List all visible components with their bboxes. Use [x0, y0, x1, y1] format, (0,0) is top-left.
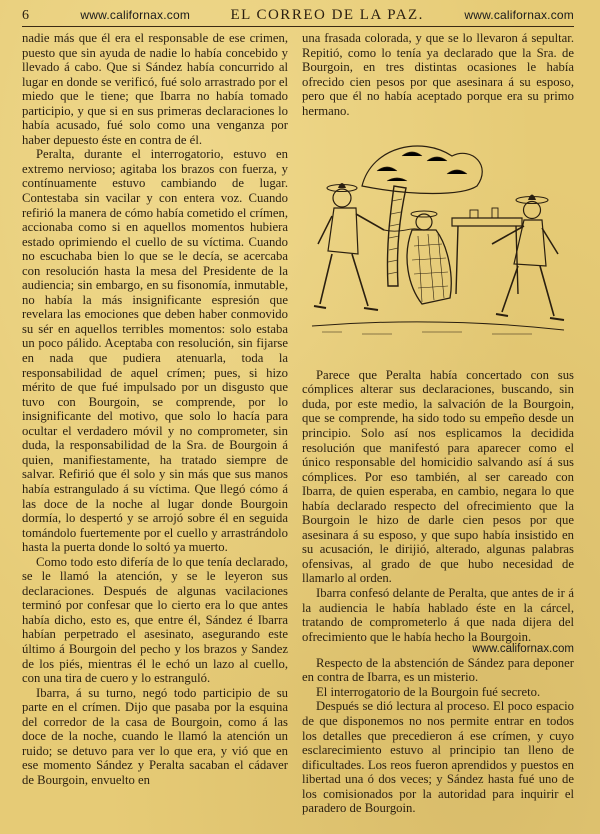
watermark-url[interactable]: www.californax.com — [472, 643, 574, 656]
engraving-illustration — [302, 126, 574, 344]
right-paragraph-continuation: una frasada colorada, y que se lo llevaron á sepultar. Repitió, como lo tenía ya declarado que la Sra. de Bourgoin, en tres distintas ocasiones le había ofrecido cien pesos por que asesinara á su esposo, pero que él no había aceptado porque era su primo hermano. — [302, 31, 574, 118]
right-paragraph-4: El interrogatorio de la Bourgoin fué secreto. — [316, 684, 541, 699]
newspaper-title: EL CORREO DE LA PAZ. — [230, 7, 424, 23]
page-header — [22, 6, 574, 27]
left-paragraph-2: Peralta, durante el interrogatorio, estuvo en extremo nervioso; agitaba los brazos con fuerza, y contínuamente estuvo cambiando de lugar. Contestaba sin vacilar y con entera voz. Cuando refirió la manera de cómo había cometido el crímen, accionaba como si en aquellos momentos hubiera estado oprimiendo el cuello de su víctima. Cuando no escuchaba bien lo que se le decía, se acercaba con resolución hasta la mesa del Presidente de la audiencia; sin embargo, en su fisonomía, inmutable, no había la más insignificante espresión que revelara las emociones que deben haber conmovido su sér en aquellos terribles momentos: solo estaba un poco pálido. Aceptaba con resolución, sin fijarse en nada que pudiera atenuarla, toda la responsabilidad de aquel crímen; pues, si hizo mérito de que fué impulsado por un disgusto que tuvo con Bourgoin, se comprende, por lo insignificante del motivo, que solo lo hacía para ocultar el verdadero móvil y no comprometer, sin duda, la responsabilidad de la Sra. de Bourgoin á quien, manifiestamente, ha tratado siempre de salvar. Refirió que él solo y sin más que sus manos había estrangulado á su víctima. Que llegó cómo á las doce de la noche al lugar donde Bourgoin dormía, lo despertó y se arrojó sobre él en seguida tomándolo fuertemente por el cuello y arrastrándolo hasta la puerta donde lo soltó ya muerto. — [22, 147, 288, 555]
right-paragraph-5: Después se dió lectura al proceso. El poco espacio de que disponemos no nos permite entrar en todos los detalles que precedieron á ese crímen, y cuyo esclarecimiento estuvo al principio tan lleno de dificultades. Los reos fueron aprendidos y puestos en libertad una ó dos veces; y Sández hasta fué uno de los comisionados por la autoridad para inquirir el paradero de Bourgoin. — [302, 699, 574, 816]
right-column — [302, 31, 574, 816]
page-number: 6 — [22, 8, 29, 23]
left-paragraph-4: Ibarra, á su turno, negó todo participio de su parte en el crímen. Dijo que pasaba por la esquina del corredor de la casa de Bourgoin, como á las doce de la noche, cuando le llamó la atención un ruido; se detuvo para ver lo que era, y vió que en ese momento Sández y Peralta sacaban el cádaver de Bourgoin, envuelto en — [22, 685, 288, 787]
article-columns — [22, 31, 574, 816]
left-column — [22, 31, 288, 816]
left-paragraph-1: nadie más que él era el responsable de ese crimen, puesto que sin ayuda de nadie lo había concebido y llevado á cabo. Que si Sández había concurrido al lugar en donde se verificó, fué solo arrastrado por el miedo que le tiene; que Ibarra no había tomado participio, y que si en sus primeras declaraciones lo había acusado, fué solo como una venganza por haber depuesto éste en contra de él. — [22, 31, 288, 147]
right-paragraph-1: Parece que Peralta había concertado con sus cómplices alterar sus declaraciones, buscando, sin duda, por este medio, la salvación de la Bourgoin, que se comprende, ha sido todo su empeño desde un principio. Solo así nos esplicamos la decidida resolución que manifestó para aparecer como el único responsable del homicidio salvando así á sus cómplices. Por eso también, al ser careado con Ibarra, de quien esperaba, en cambio, negara lo que había declarado respecto del ofrecimiento que la Bourgoin le hizo de darle cien pesos por que asesinara á su esposo, y que supo había insistido en su acusación, le dirijió, alterado, algunas palabras ofensivas, al grado de que hubo necesidad de llamarlo al orden. — [302, 367, 574, 586]
left-paragraph-3: Como todo esto difería de lo que tenía declarado, se le llamó la atención, y se le leyeron sus declaraciones. Después de algunas vacilaciones terminó por confesar que lo cierto era lo que antes había dicho, esto es, que entre él, Sández é Ibarra habían perpetrado el asesinato, asegurando este último á Bourgoin del pecho y los brazos y Sandez de los piés, mientras él le echó un lazo al cuello, con una tira de cuero y lo estranguló. — [22, 554, 288, 686]
header-right-url[interactable]: www.californax.com — [464, 8, 574, 22]
right-paragraph-3: Respecto de la abstención de Sández para deponer en contra de Ibarra, es un misterio. — [302, 655, 574, 685]
header-left-url[interactable]: www.californax.com — [80, 8, 191, 22]
right-paragraph-2: Ibarra confesó delante de Peralta, que antes de ir á la audiencia le había hablado éste en la cárcel, tratando de comprometerlo á que nada dijera del ofrecimiento que le había hecho la Bourgoin. — [302, 586, 574, 644]
